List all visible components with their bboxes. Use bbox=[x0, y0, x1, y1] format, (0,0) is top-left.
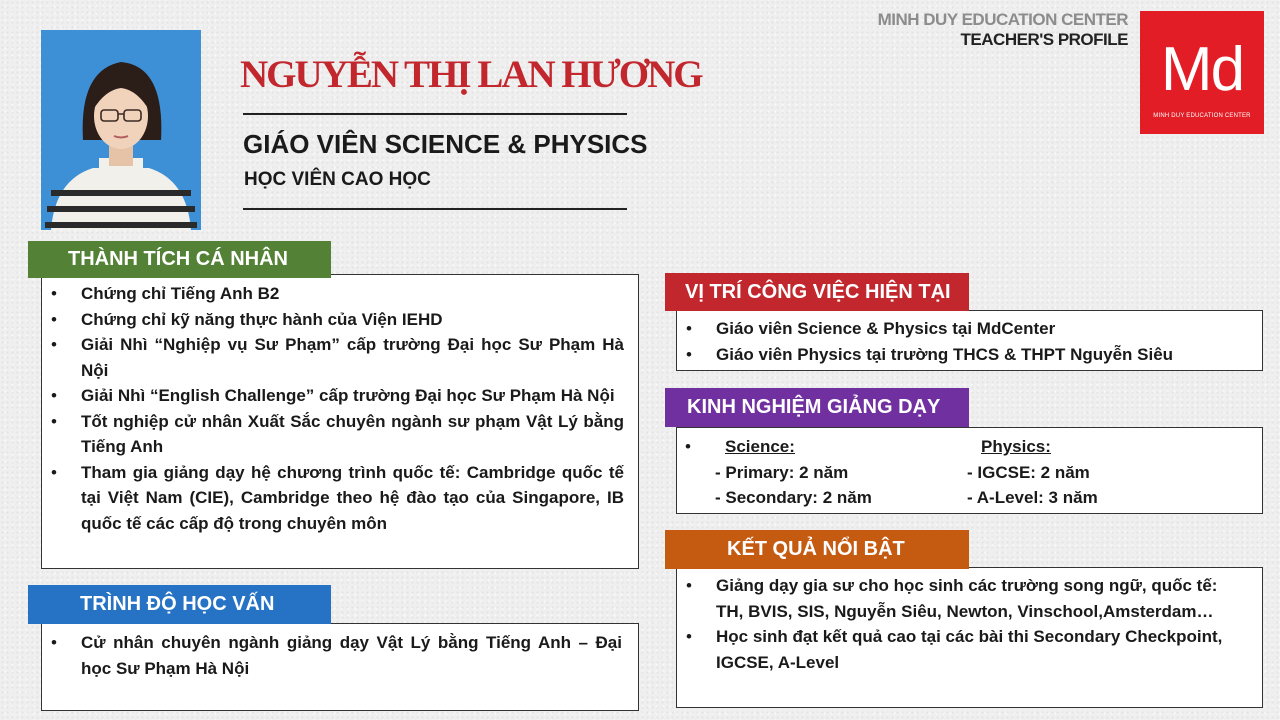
center-logo bbox=[1140, 11, 1264, 134]
science-primary: - Primary: 2 năm bbox=[715, 462, 849, 482]
list-item: • Học sinh đạt kết quả cao tại các bài thi Secondary Checkpoint, IGCSE, A-Level bbox=[677, 624, 1248, 675]
divider-top bbox=[243, 113, 627, 115]
teacher-name: NGUYỄN THỊ LAN HƯƠNG bbox=[240, 53, 702, 96]
position-header: VỊ TRÍ CÔNG VIỆC HIỆN TẠI bbox=[665, 273, 969, 311]
list-item: • Cử nhân chuyên ngành giảng dạy Vật Lý bằng Tiếng Anh – Đại học Sư Phạm Hà Nội bbox=[42, 630, 622, 681]
physics-alevel: - A-Level: 3 năm bbox=[967, 488, 1098, 507]
list-item: • Tham gia giảng dạy hệ chương trình quốc tế: Cambridge quốc tế tại Việt Nam (CIE), Cambridge theo hệ đào tạo của Singapore, IB quốc tế các cấp độ trong chuyên môn bbox=[42, 460, 624, 537]
position-list bbox=[677, 311, 1262, 367]
physics-label: Physics: bbox=[981, 437, 1051, 456]
results-box bbox=[676, 567, 1263, 708]
experience-box bbox=[676, 427, 1263, 514]
list-item: • Giải Nhì “Nghiệp vụ Sư Phạm” cấp trường Đại học Sư Phạm Hà Nội bbox=[42, 332, 624, 383]
list-item: • Giảng dạy gia sư cho học sinh các trường song ngữ, quốc tế: TH, BVIS, SIS, Nguyễn Siêu, Newton, Vinschool,Amsterdam… bbox=[677, 573, 1248, 624]
list-item: • Chứng chỉ Tiếng Anh B2 bbox=[42, 281, 624, 307]
teacher-role: GIÁO VIÊN SCIENCE & PHYSICS bbox=[243, 129, 648, 159]
logo-tagline: MINH DUY EDUCATION CENTER bbox=[1153, 113, 1251, 119]
achievements-box bbox=[41, 274, 639, 569]
physics-igcse: - IGCSE: 2 năm bbox=[967, 462, 1090, 482]
list-item: • Giải Nhì “English Challenge” cấp trường Đại học Sư Phạm Hà Nội bbox=[42, 383, 624, 409]
achievements-header: THÀNH TÍCH CÁ NHÂN bbox=[28, 241, 331, 278]
profile-label: TEACHER'S PROFILE bbox=[960, 30, 1128, 49]
experience-header: KINH NGHIỆM GIẢNG DẠY bbox=[665, 388, 969, 427]
list-item: • Chứng chỉ kỹ năng thực hành của Viện IEHD bbox=[42, 307, 624, 333]
divider-bottom bbox=[243, 208, 627, 210]
bullet-icon: • bbox=[685, 437, 691, 456]
center-name: MINH DUY EDUCATION CENTER bbox=[877, 10, 1128, 29]
results-list bbox=[677, 568, 1262, 675]
list-item: • Giáo viên Science & Physics tại MdCenter bbox=[677, 316, 1262, 342]
achievements-list bbox=[42, 275, 638, 536]
list-item: • Giáo viên Physics tại trường THCS & THPT Nguyễn Siêu bbox=[677, 342, 1262, 368]
science-label: Science: bbox=[725, 437, 795, 456]
teacher-subrole: HỌC VIÊN CAO HỌC bbox=[244, 169, 431, 190]
logo-mark: Md bbox=[1160, 35, 1244, 104]
results-header: KẾT QUẢ NỔI BẬT bbox=[665, 530, 969, 569]
list-item: • Tốt nghiệp cử nhân Xuất Sắc chuyên ngành sư phạm Vật Lý bằng Tiếng Anh bbox=[42, 409, 624, 460]
position-box bbox=[676, 310, 1263, 371]
education-header: TRÌNH ĐỘ HỌC VẤN bbox=[28, 585, 331, 624]
science-secondary: - Secondary: 2 năm bbox=[715, 488, 872, 507]
education-list bbox=[42, 624, 638, 681]
teacher-photo bbox=[41, 30, 201, 230]
education-box bbox=[41, 623, 639, 711]
